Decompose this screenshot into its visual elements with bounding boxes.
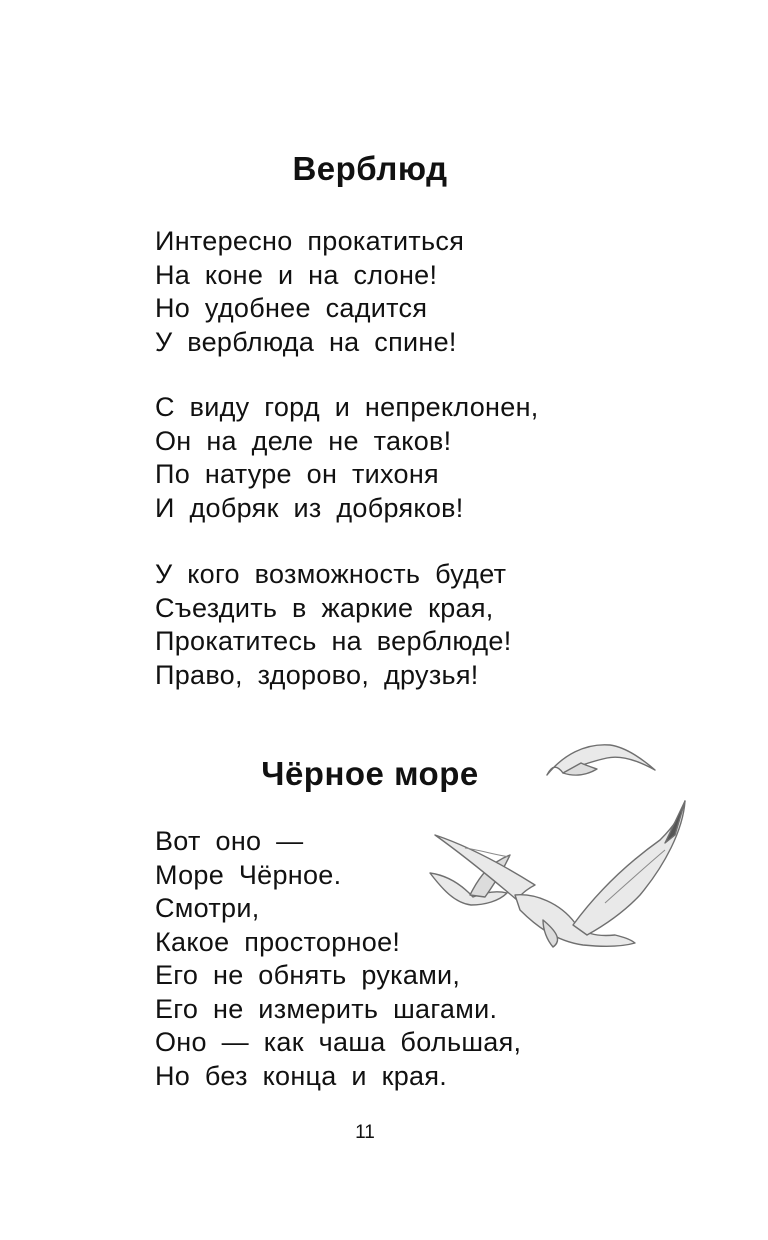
poem-line: У верблюда на спине! [155,326,457,357]
poem-line: Но без конца и края. [155,1060,448,1091]
page-number: 11 [355,1122,375,1143]
poem-title: Верблюд [292,150,448,187]
poem-line: Съездить в жаркие края, [155,592,494,623]
poem-line: С виду горд и непреклонен, [155,392,539,422]
poem-title: Чёрное море [261,755,479,792]
stanza [155,225,464,359]
poem-line: У кого возможность будет [155,559,507,589]
poem-line: Право, здорово, друзья! [155,659,479,690]
poem-line: Оно — как чаша большая, [155,1027,522,1057]
stanza [155,825,521,1093]
poem-line: Он на деле не таков! [155,425,452,456]
poem-line: Его не обнять руками, [155,960,461,990]
poem-line: Прокатитесь на верблюде! [155,626,512,656]
poem-line: И добряк из добряков! [155,492,464,523]
poem-line: Вот оно — [155,826,304,856]
poem-line: Интересно прокатиться [155,226,465,256]
poem-line: Но удобнее садится [155,293,428,323]
poem-line: Смотри, [155,893,260,923]
stanza [155,558,512,692]
poem-line: На коне и на слоне! [155,259,438,290]
stanza [155,391,539,525]
poem-line: Море Чёрное. [155,859,342,890]
poem-line: По натуре он тихоня [155,459,439,489]
poem-line: Его не измерить шагами. [155,993,498,1024]
poem-line: Какое просторное! [155,926,401,957]
